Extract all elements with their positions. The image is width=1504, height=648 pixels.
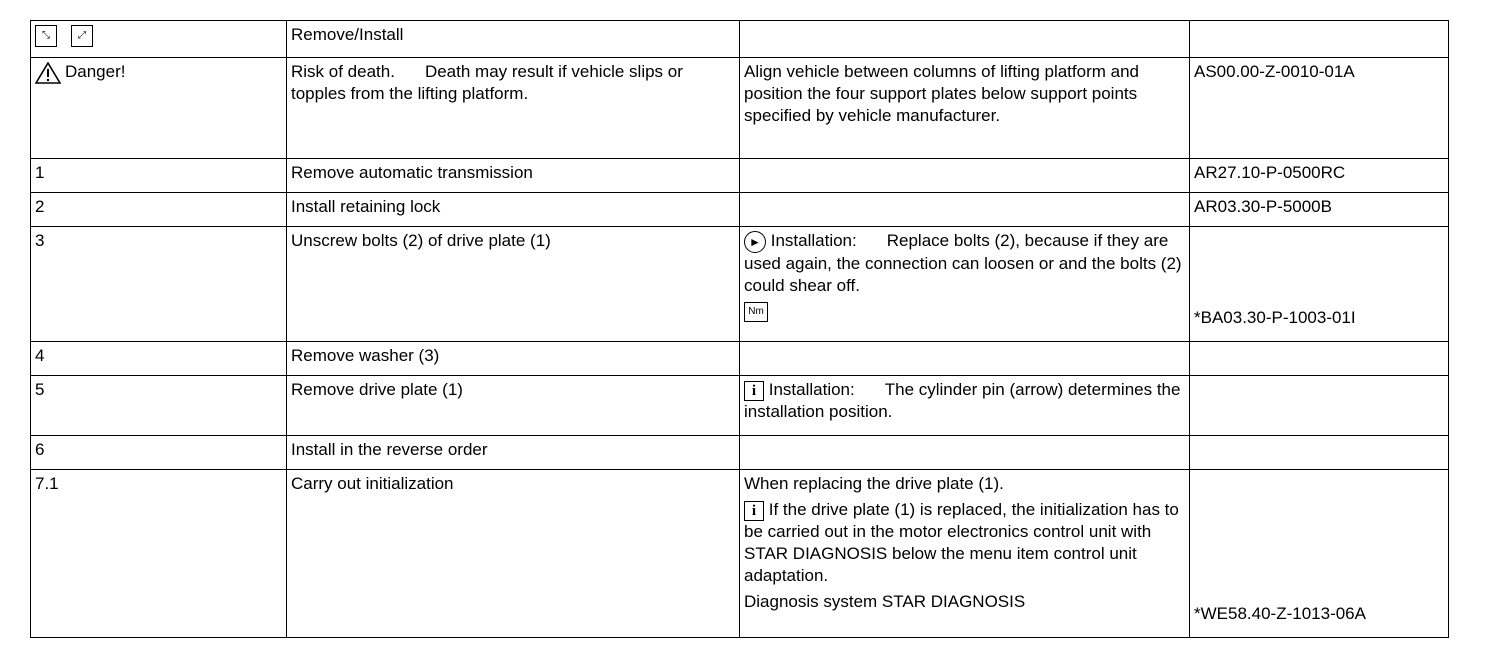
step-action: Remove drive plate (1)	[287, 376, 740, 436]
note-text: The cylinder pin (arrow) determines the installation position.	[744, 380, 1181, 421]
table-row	[31, 193, 1449, 227]
step-note-cell	[740, 227, 1190, 342]
table-row	[31, 470, 1449, 638]
danger-note: Align vehicle between columns of lifting platform and position the four support plates below support points specified by vehicle manufacturer.	[740, 58, 1190, 159]
table-row	[31, 376, 1449, 436]
step-reference-link[interactable]: AR03.30-P-5000B	[1190, 193, 1449, 227]
step-action: Install retaining lock	[287, 193, 740, 227]
table-row-danger	[31, 58, 1449, 159]
step-reference-link[interactable]: *BA03.30-P-1003-01I	[1190, 227, 1449, 342]
danger-reference: AS00.00-Z-0010-01A	[1190, 58, 1449, 159]
danger-description: Death may result if vehicle slips or topples from the lifting platform.	[291, 62, 683, 103]
danger-description-cell	[287, 58, 740, 159]
step-number: 5	[31, 376, 287, 436]
step-number: 7.1	[31, 470, 287, 638]
step-action: Unscrew bolts (2) of drive plate (1)	[287, 227, 740, 342]
procedure-table	[30, 20, 1449, 638]
step-action: Carry out initialization	[287, 470, 740, 638]
header-icons-cell	[31, 21, 287, 58]
note-intro: When replacing the drive plate (1).	[744, 474, 1004, 493]
note-text: If the drive plate (1) is replaced, the initialization has to be carried out in the motor electronics control unit with STAR DIAGNOSIS below the menu item control unit adaptation.	[744, 500, 1179, 585]
step-reference-link[interactable]: AR27.10-P-0500RC	[1190, 159, 1449, 193]
step-number: 4	[31, 342, 287, 376]
danger-label: Danger!	[65, 62, 126, 81]
danger-risk: Risk of death.	[291, 62, 395, 81]
torque-nm-icon[interactable]: Nm	[744, 302, 768, 322]
step-number: 2	[31, 193, 287, 227]
step-action: Remove washer (3)	[287, 342, 740, 376]
step-reference-link[interactable]: *WE58.40-Z-1013-06A	[1190, 470, 1449, 638]
note-text: Replace bolts (2), because if they are used again, the connection can loosen or and the bolts (2) could shear off.	[744, 231, 1182, 295]
step-note-cell	[740, 470, 1190, 638]
warning-triangle-icon	[35, 62, 61, 84]
step-number: 1	[31, 159, 287, 193]
table-row	[31, 159, 1449, 193]
info-icon: i	[744, 501, 764, 521]
note-label: Installation:	[768, 380, 855, 399]
collapse-icon[interactable]: ⤢	[71, 25, 93, 47]
table-row	[31, 436, 1449, 470]
expand-icon[interactable]: ⤡	[35, 25, 57, 47]
step-action: Remove automatic transmission	[287, 159, 740, 193]
step-action: Install in the reverse order	[287, 436, 740, 470]
note-label: Installation:	[770, 231, 857, 250]
info-icon: i	[744, 381, 764, 401]
step-number: 6	[31, 436, 287, 470]
table-row-header	[31, 21, 1449, 58]
table-row	[31, 227, 1449, 342]
table-row	[31, 342, 1449, 376]
step-number: 3	[31, 227, 287, 342]
diagnosis-system-link[interactable]: Diagnosis system STAR DIAGNOSIS	[744, 592, 1026, 611]
header-title: Remove/Install	[287, 21, 740, 58]
installation-icon: ►	[744, 231, 766, 253]
step-note-cell	[740, 376, 1190, 436]
danger-cell	[31, 58, 287, 159]
